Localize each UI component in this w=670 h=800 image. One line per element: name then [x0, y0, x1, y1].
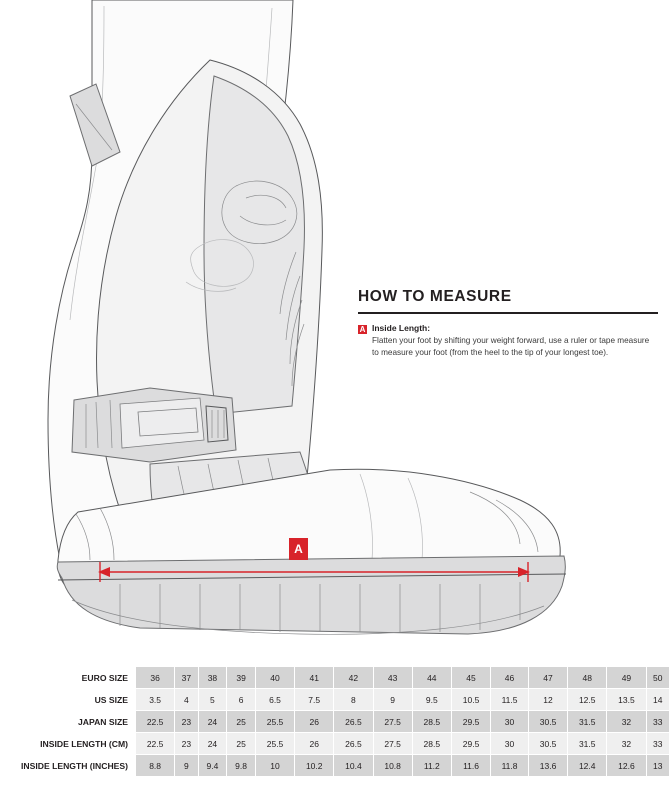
marker-a-icon: A [359, 325, 366, 334]
table-cell: 6 [227, 689, 256, 711]
table-cell: 26 [295, 711, 334, 733]
table-cell: 24 [198, 711, 227, 733]
table-cell: 10.4 [334, 755, 373, 777]
table-cell: 48 [568, 667, 607, 689]
inside-length-label: Inside Length: [372, 323, 431, 333]
table-cell: 30 [491, 711, 529, 733]
table-cell: 29.5 [451, 733, 490, 755]
row-label: US SIZE [0, 689, 136, 711]
table-cell: 26.5 [334, 733, 373, 755]
table-cell: 12.6 [607, 755, 646, 777]
table-cell: 4 [175, 689, 198, 711]
how-to-measure-panel [358, 288, 658, 358]
table-cell: 7.5 [295, 689, 334, 711]
table-cell: 8 [334, 689, 373, 711]
table-cell: 33 [646, 733, 669, 755]
table-cell: 12 [528, 689, 567, 711]
inside-length-description: Flatten your foot by shifting your weight forward, use a ruler or tape measure to measure your foot (from the heel to the tip of your longest toe). [372, 336, 650, 357]
table-cell: 23 [175, 733, 198, 755]
table-cell: 39 [227, 667, 256, 689]
table-row [0, 711, 670, 733]
table-cell: 42 [334, 667, 373, 689]
table-cell: 12.4 [568, 755, 607, 777]
row-label: JAPAN SIZE [0, 711, 136, 733]
table-cell: 5 [198, 689, 227, 711]
table-cell: 13 [646, 755, 669, 777]
table-cell: 12.5 [568, 689, 607, 711]
table-cell: 25 [227, 733, 256, 755]
table-cell: 50 [646, 667, 669, 689]
table-cell: 32 [607, 733, 646, 755]
table-cell: 44 [412, 667, 451, 689]
table-cell: 43 [373, 667, 412, 689]
table-cell: 9.8 [227, 755, 256, 777]
table-cell: 32 [607, 711, 646, 733]
table-cell: 26.5 [334, 711, 373, 733]
table-cell: 46 [491, 667, 529, 689]
table-cell: 28.5 [412, 711, 451, 733]
table-cell: 41 [295, 667, 334, 689]
table-cell: 10 [255, 755, 294, 777]
table-cell: 30.5 [528, 711, 567, 733]
row-label: INSIDE LENGTH (CM) [0, 733, 136, 755]
table-cell: 9 [373, 689, 412, 711]
table-cell: 11.2 [412, 755, 451, 777]
table-cell: 9.4 [198, 755, 227, 777]
table-cell: 25 [227, 711, 256, 733]
table-cell: 30 [491, 733, 529, 755]
table-cell: 22.5 [136, 733, 175, 755]
row-label: EURO SIZE [0, 667, 136, 689]
table-cell: 11.5 [491, 689, 529, 711]
table-cell: 6.5 [255, 689, 294, 711]
table-cell: 11.8 [491, 755, 529, 777]
table-cell: 3.5 [136, 689, 175, 711]
table-row [0, 689, 670, 711]
table-cell: 38 [198, 667, 227, 689]
table-cell: 22.5 [136, 711, 175, 733]
table-cell: 25.5 [255, 733, 294, 755]
table-cell: 27.5 [373, 733, 412, 755]
how-to-measure-body [358, 323, 658, 358]
table-row [0, 755, 670, 777]
table-cell: 33 [646, 711, 669, 733]
table-row [0, 667, 670, 689]
table-cell: 47 [528, 667, 567, 689]
how-to-measure-title: HOW TO MEASURE [358, 288, 512, 305]
table-cell: 29.5 [451, 711, 490, 733]
size-chart-table [0, 666, 670, 777]
measurement-badge-a: A [289, 538, 308, 560]
table-cell: 8.8 [136, 755, 175, 777]
table-cell: 9 [175, 755, 198, 777]
table-cell: 36 [136, 667, 175, 689]
table-cell: 23 [175, 711, 198, 733]
table-cell: 49 [607, 667, 646, 689]
table-cell: 31.5 [568, 711, 607, 733]
table-cell: 13.6 [528, 755, 567, 777]
table-cell: 11.6 [451, 755, 490, 777]
table-cell: 10.5 [451, 689, 490, 711]
table-cell: 27.5 [373, 711, 412, 733]
row-label: INSIDE LENGTH (INCHES) [0, 755, 136, 777]
table-cell: 45 [451, 667, 490, 689]
table-cell: 14 [646, 689, 669, 711]
size-chart-body [0, 667, 670, 777]
title-divider [358, 312, 658, 314]
table-cell: 31.5 [568, 733, 607, 755]
table-cell: 9.5 [412, 689, 451, 711]
table-cell: 37 [175, 667, 198, 689]
table-cell: 25.5 [255, 711, 294, 733]
table-cell: 26 [295, 733, 334, 755]
table-cell: 28.5 [412, 733, 451, 755]
table-cell: 40 [255, 667, 294, 689]
table-cell: 24 [198, 733, 227, 755]
table-cell: 13.5 [607, 689, 646, 711]
table-row [0, 733, 670, 755]
table-cell: 10.2 [295, 755, 334, 777]
table-cell: 30.5 [528, 733, 567, 755]
how-to-measure-text [372, 323, 658, 358]
table-cell: 10.8 [373, 755, 412, 777]
